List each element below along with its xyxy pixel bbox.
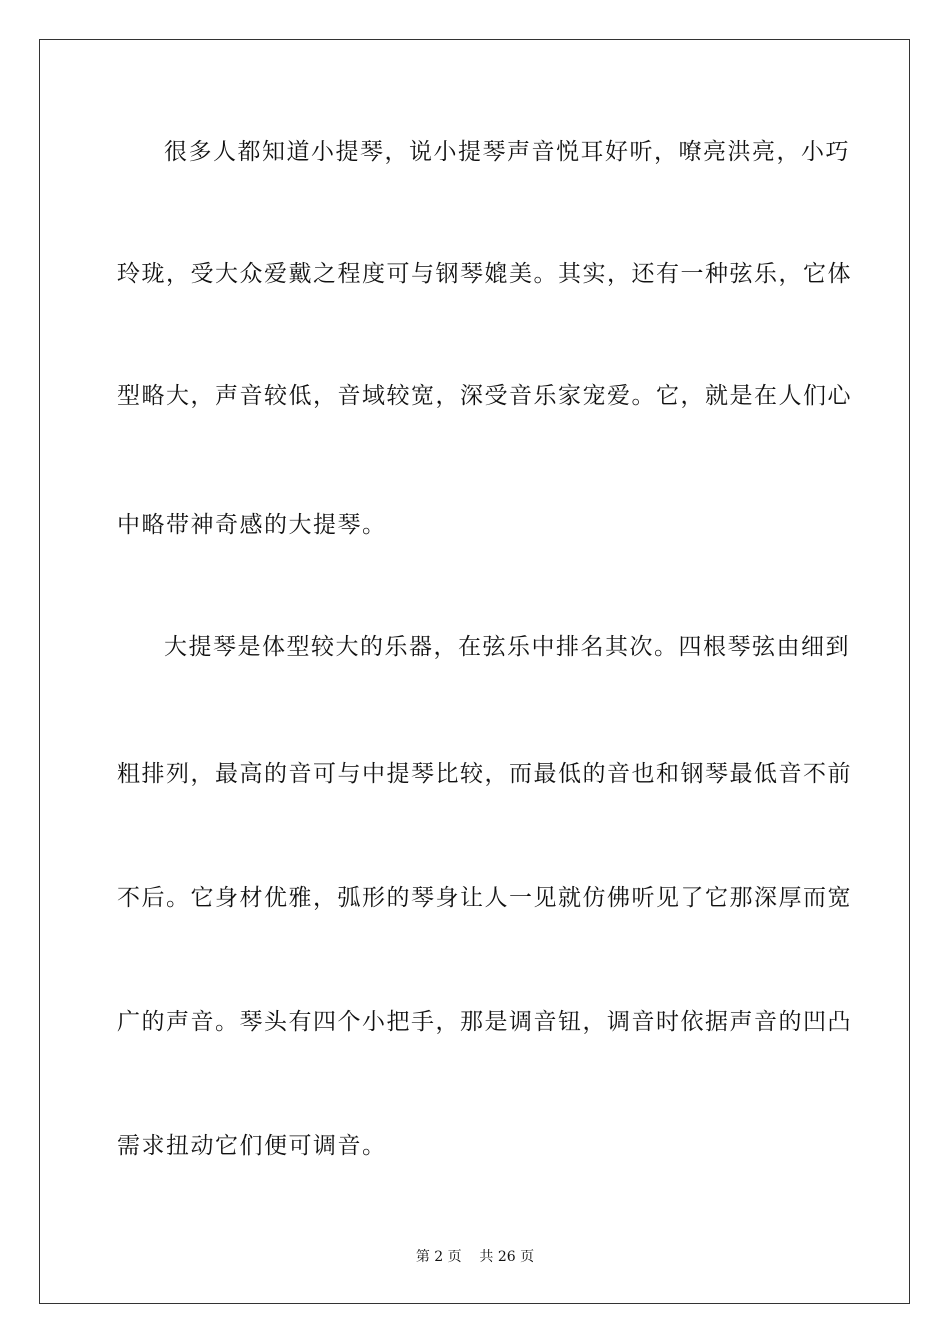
paragraph-line: 不后。它身材优雅，弧形的琴身让人一见就仿佛听见了它那深厚而宽 (117, 885, 852, 911)
paragraph-line: 玲珑，受大众爱戴之程度可与钢琴媲美。其实，还有一种弦乐，它体 (117, 261, 852, 287)
paragraph-line: 需求扭动它们便可调音。 (117, 1133, 387, 1159)
paragraph-line: 中略带神奇感的大提琴。 (117, 512, 387, 538)
paragraph-line: 很多人都知道小提琴，说小提琴声音悦耳好听，嘹亮洪亮，小巧 (164, 139, 850, 165)
paragraph-line: 粗排列，最高的音可与中提琴比较，而最低的音也和钢琴最低音不前 (117, 761, 852, 787)
page-border (39, 39, 910, 1304)
page-number-footer: 第 2 页 共 26 页 (415, 1249, 535, 1265)
paragraph-line: 大提琴是体型较大的乐器，在弦乐中排名其次。四根琴弦由细到 (164, 634, 850, 660)
paragraph-line: 广的声音。琴头有四个小把手，那是调音钮，调音时依据声音的凹凸 (117, 1009, 852, 1035)
paragraph-line: 型略大，声音较低，音域较宽，深受音乐家宠爱。它，就是在人们心 (117, 383, 852, 409)
